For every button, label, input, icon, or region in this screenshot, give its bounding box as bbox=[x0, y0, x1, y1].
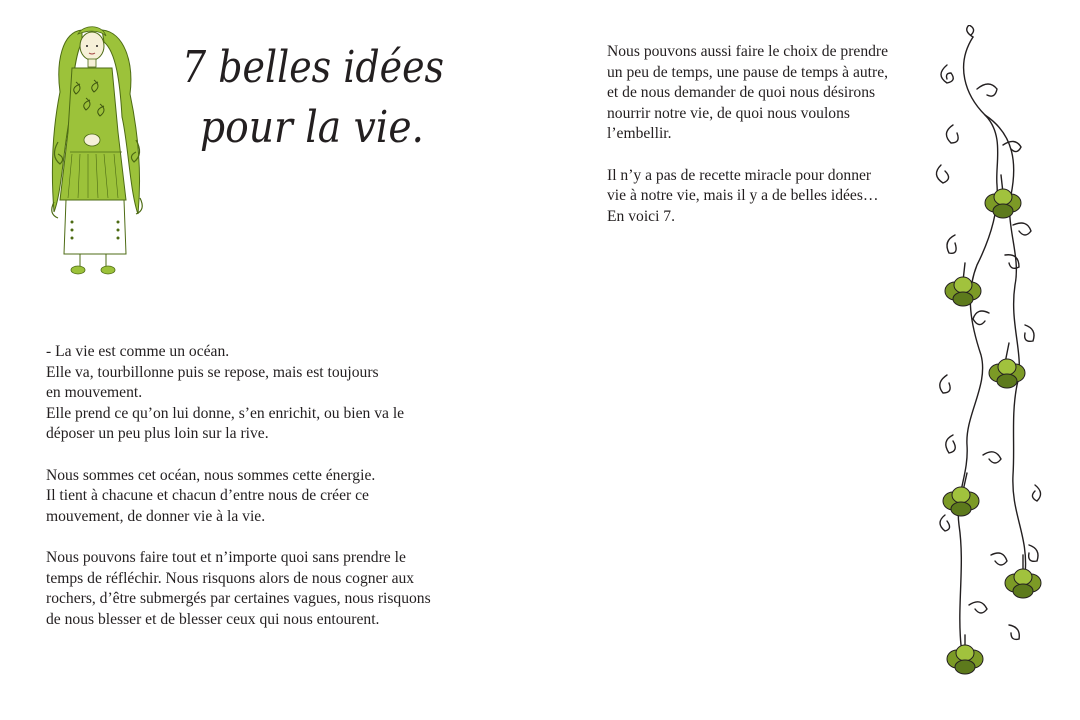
vine-curl bbox=[983, 452, 1001, 463]
vine-flower bbox=[947, 645, 983, 674]
text-line: déposer un peu plus loin sur la rive. bbox=[46, 425, 269, 443]
vine-curl bbox=[969, 602, 987, 613]
paragraph-gap bbox=[46, 445, 431, 466]
text-line: - La vie est comme un océan. bbox=[46, 343, 230, 360]
text-line: l’embellir. bbox=[607, 125, 672, 143]
title-line-2: pour la vie. bbox=[200, 102, 424, 153]
vine-flower bbox=[1005, 569, 1041, 598]
girl-face bbox=[80, 32, 104, 60]
text-line: Il tient à chacune et chacun d’entre nous de créer ce bbox=[46, 487, 369, 505]
vine-curl bbox=[1009, 625, 1019, 639]
vine-stem bbox=[958, 37, 997, 645]
intro-text bbox=[607, 42, 888, 227]
text-line: En voici 7. bbox=[607, 207, 675, 225]
girl-illustration bbox=[42, 22, 152, 278]
vine-curl bbox=[1029, 545, 1038, 561]
text-line: mouvement, de donner vie à la vie. bbox=[46, 507, 266, 525]
vine-curl bbox=[1032, 485, 1040, 501]
vine-curl bbox=[977, 84, 997, 96]
vine-curl bbox=[1013, 223, 1031, 235]
vine-curl bbox=[1003, 141, 1021, 151]
vine-curl bbox=[940, 375, 950, 393]
vine-curl bbox=[940, 515, 950, 531]
text-line: Nous pouvons aussi faire le choix de prendre bbox=[607, 43, 889, 60]
girl-skirt bbox=[64, 200, 126, 254]
text-line: un peu de temps, une pause de temps à autre, bbox=[607, 63, 889, 81]
vine-curl bbox=[973, 311, 989, 325]
text-line: temps de réfléchir. Nous risquons alors de nous cogner aux bbox=[46, 569, 415, 587]
text-line: Elle va, tourbillonne puis se repose, mais est toujours bbox=[46, 363, 379, 381]
body-text bbox=[46, 342, 431, 630]
text-line: rochers, d’être submergés par certaines vagues, nous risquons bbox=[46, 590, 431, 608]
handwritten-title bbox=[178, 30, 478, 160]
paragraph-gap bbox=[46, 527, 431, 548]
vine-flower bbox=[943, 487, 979, 516]
vine-illustration bbox=[925, 25, 1065, 695]
paragraph-gap bbox=[607, 145, 888, 166]
text-line: de nous blesser et de blesser ceux qui nous entourent. bbox=[46, 610, 380, 628]
vine-curl bbox=[991, 553, 1007, 565]
vine-curl bbox=[946, 125, 958, 143]
text-line: Nous pouvons faire tout et n’importe quoi sans prendre le bbox=[46, 548, 406, 566]
text-line: Il n’y a pas de recette miracle pour donner bbox=[607, 166, 872, 184]
text-line: Nous sommes cet océan, nous sommes cette énergie. bbox=[46, 466, 376, 484]
vine-curl bbox=[941, 65, 953, 83]
vine-curl bbox=[947, 235, 956, 253]
vine-curl bbox=[936, 165, 948, 183]
text-line: et de nous demander de quoi nous désirons bbox=[607, 84, 876, 102]
text-line: en mouvement. bbox=[46, 384, 143, 402]
text-line: Elle prend ce qu’on lui donne, s’en enrichit, ou bien va le bbox=[46, 404, 405, 422]
vine-curl bbox=[946, 435, 955, 453]
text-line: nourrir notre vie, de quoi nous voulons bbox=[607, 104, 850, 122]
vine-stem bbox=[985, 115, 1026, 575]
vine-curl bbox=[1025, 325, 1034, 341]
text-line: vie à notre vie, mais il y a de belles idées… bbox=[607, 187, 879, 205]
vine-curl bbox=[967, 25, 974, 37]
title-line-1: 7 belles idées bbox=[182, 42, 444, 93]
vine-flower bbox=[945, 277, 981, 306]
vine-flower bbox=[985, 189, 1021, 218]
